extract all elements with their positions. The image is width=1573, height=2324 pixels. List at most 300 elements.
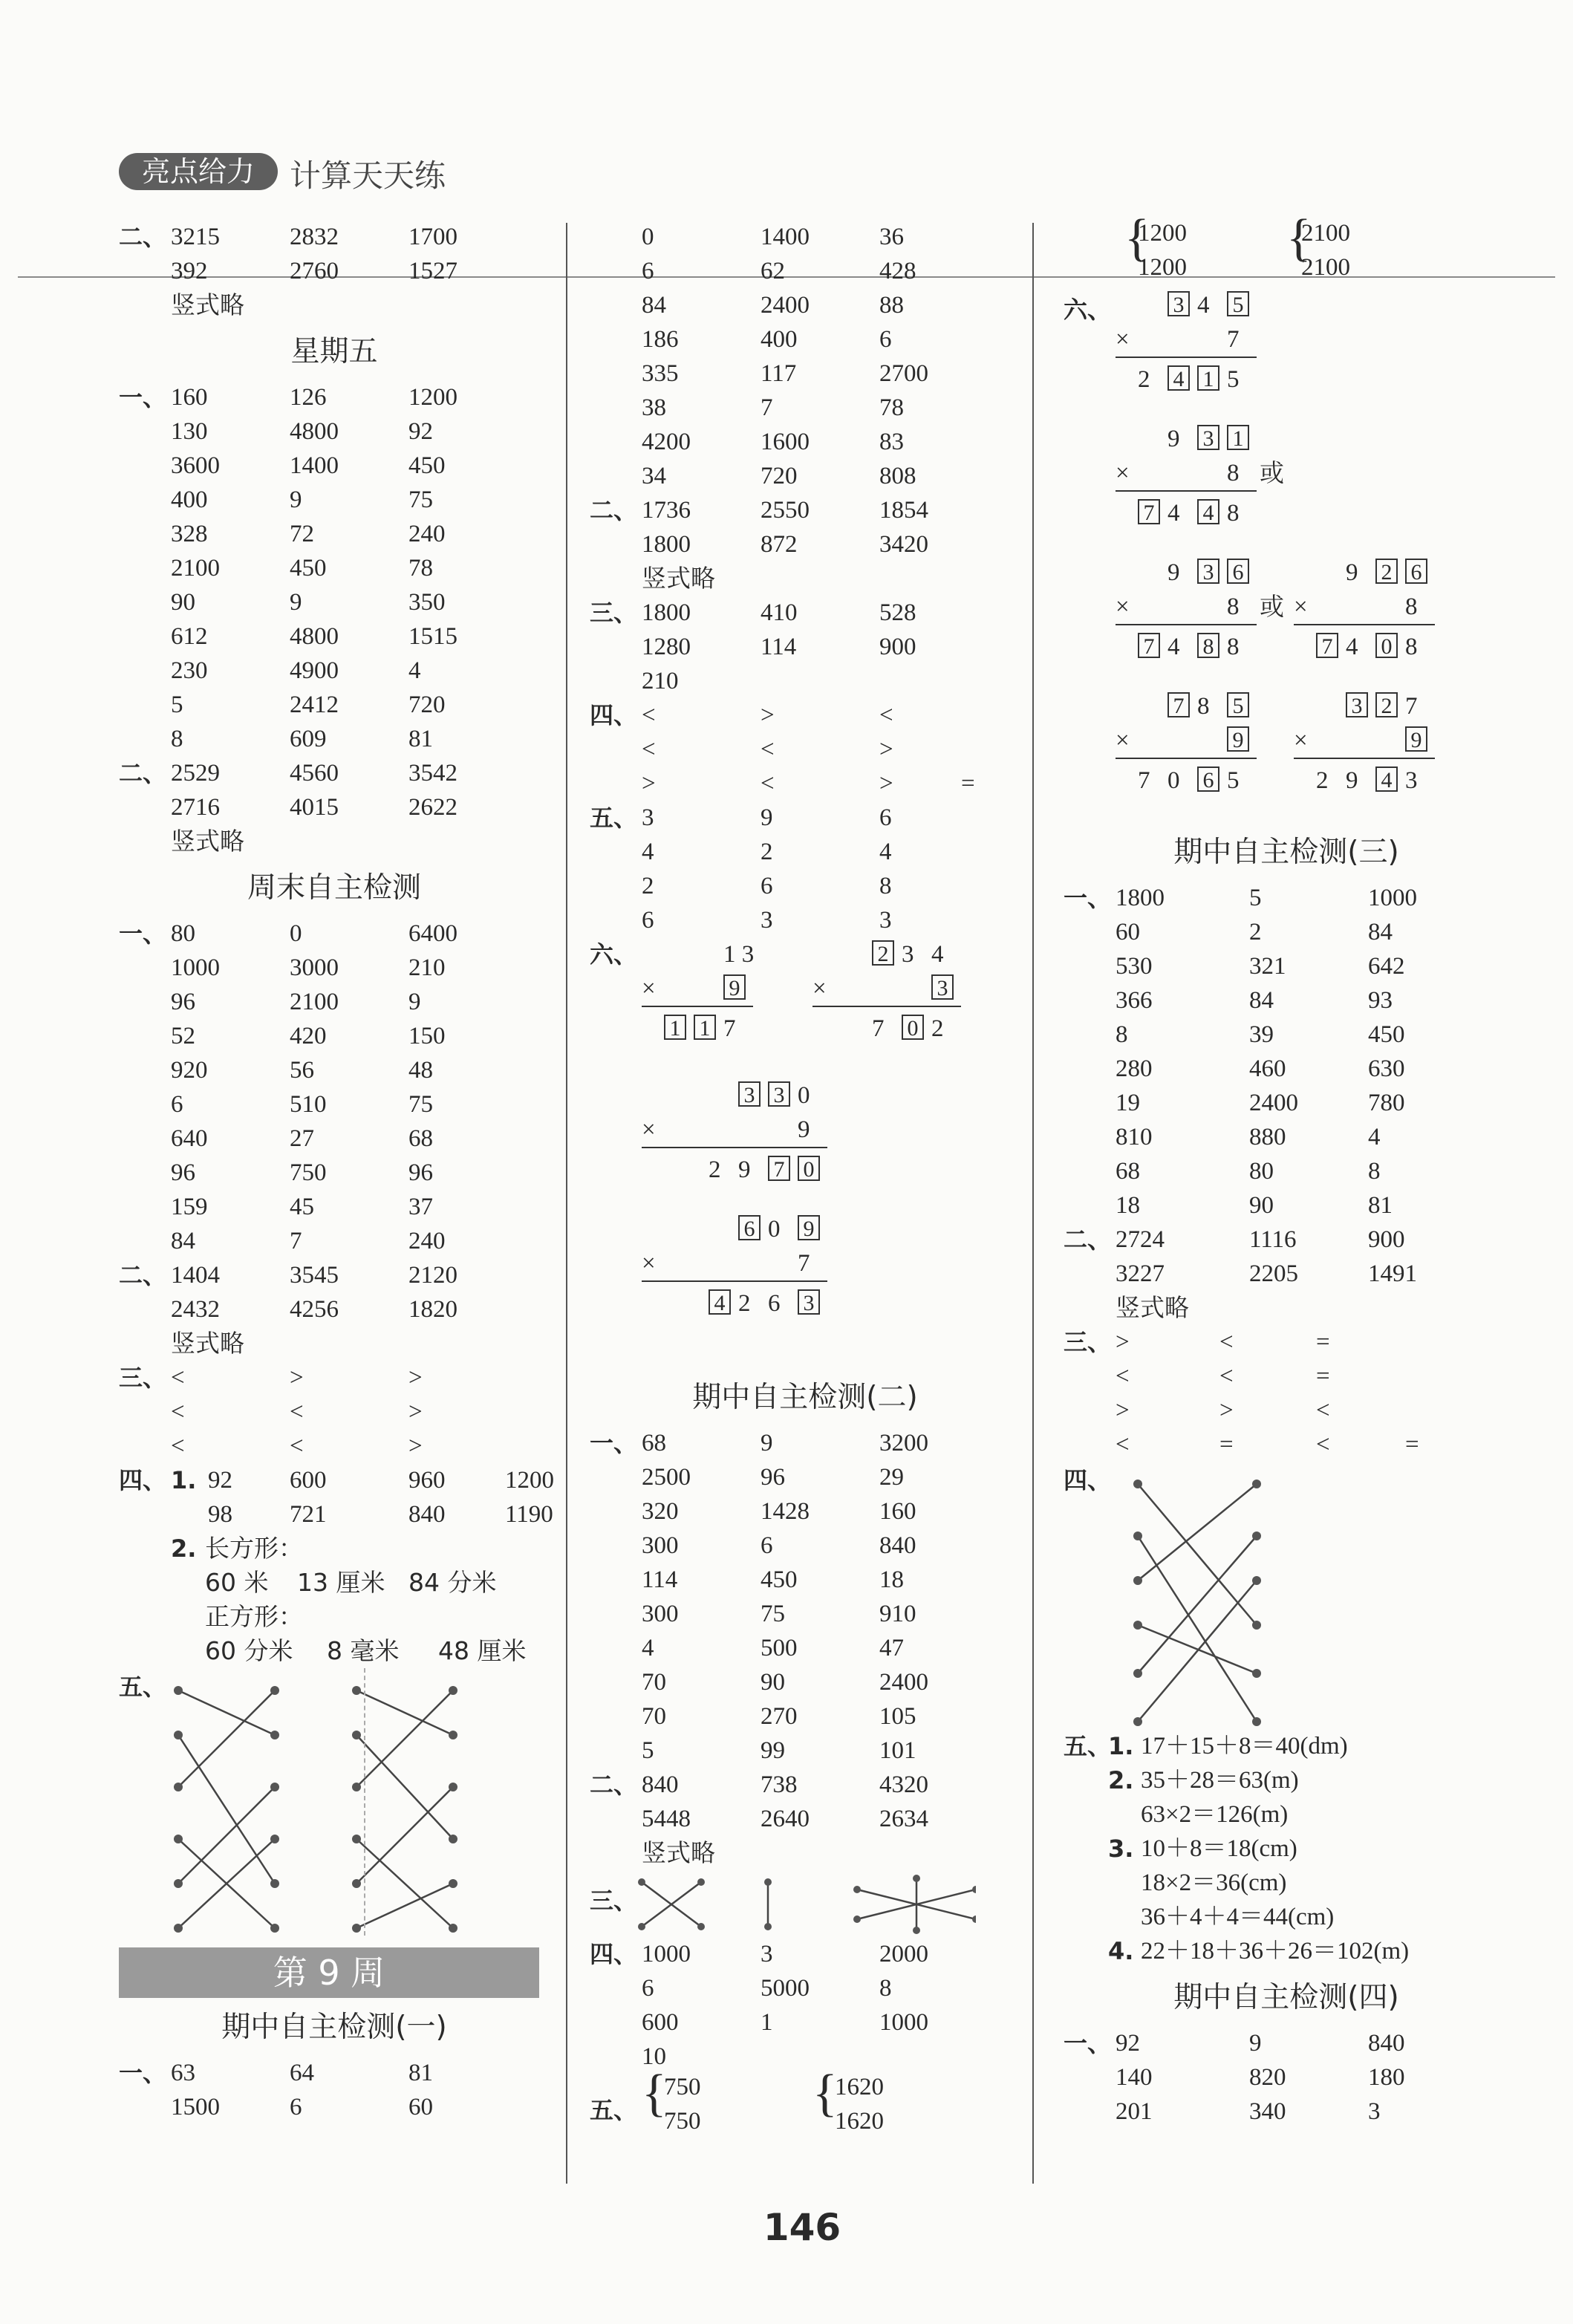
answer-cell: 450 [761,1566,798,1593]
question-label: 二、 [119,1261,167,1289]
digit: 0 [768,1216,781,1243]
answer-cell: 428 [879,258,916,284]
answer-cell: 2100 [1301,220,1350,247]
matching-dot [1252,1576,1261,1585]
answer-cell: 78 [879,394,904,421]
equation: 35＋28＝63(m) [1141,1767,1299,1794]
note-label: 竖式略 [171,290,244,319]
answer-cell: 2700 [879,360,928,387]
answer-cell: 2634 [879,1806,928,1832]
multiplication-row [642,1286,820,1321]
answer-cell: 2550 [761,497,810,524]
equation: 18×2＝36(cm) [1141,1869,1287,1896]
answer-cell: 4200 [642,429,691,455]
matching-dot [174,1731,183,1739]
brace-icon: { [642,2065,667,2122]
answer-cell: 2120 [408,1262,457,1289]
matching-dot [174,1783,183,1791]
answer-cell: 68 [1116,1158,1140,1185]
sub-question-label: 2. [171,1534,197,1563]
multiplication-row [642,937,820,971]
answer-cell: 2760 [290,258,339,284]
multiplication-row [1116,362,1301,397]
answer-row [1064,1223,1524,1257]
answer-cell: 90 [761,1669,785,1696]
matching-dot [1133,1621,1142,1630]
answer-cell: 3215 [171,224,220,250]
answer-cell: 1854 [879,497,928,524]
underline [642,1280,827,1282]
underline [1116,624,1257,625]
answer-row [1064,1832,1524,1866]
equation: 36＋4＋4＝44(cm) [1141,1904,1335,1930]
answer-row [590,254,1028,288]
answer-cell: 4 [408,657,421,684]
answer-box: 0 [1375,633,1398,658]
answer-row [590,459,1028,493]
answer-cell: > [879,770,893,797]
answer-cell: 840 [408,1501,446,1528]
answer-cell: < [1219,1363,1234,1390]
answer-cell: 750 [664,2108,701,2135]
answer-cell: 210 [408,954,446,981]
answer-cell: 34 [642,463,666,489]
digit: 2 [738,1290,751,1317]
question-label: 四、 [590,1940,638,1968]
answer-row [1064,915,1524,949]
digit: 4 [1167,500,1180,527]
answer-cell: = [961,770,975,797]
answer-box: 7 [768,1156,790,1181]
digit: 4 [931,941,944,968]
answer-cell: 6 [761,1532,773,1559]
matching-dot [449,1731,457,1739]
answer-cell: 720 [408,691,446,718]
answer-cell: 8 [1116,1021,1128,1048]
matching-lines-diagram [163,1676,550,1943]
answer-cell: 45 [290,1194,314,1220]
matching-lines-diagram [1108,1469,1271,1729]
answer-row [119,1429,557,1463]
matching-dot [270,1731,279,1739]
digit: 2 [1316,767,1329,794]
answer-cell: 2205 [1249,1260,1298,1287]
answer-cell: 2000 [879,1941,928,1967]
question-label: 五、 [590,804,638,832]
answer-cell: 68 [642,1430,666,1456]
multiplication-row [1294,556,1479,590]
multiplication-row [642,1078,820,1113]
answer-cell: < [642,736,656,763]
answer-row [590,630,1028,664]
answer-box: 4 [1167,365,1190,391]
answer-cell: 4 [879,839,892,865]
answer-cell: 9 [761,1430,773,1456]
matching-dot [270,1835,279,1843]
answer-cell: 450 [290,555,327,582]
matching-dot [913,1875,920,1882]
brace-icon: { [812,2065,838,2122]
answer-row [590,322,1028,357]
answer-cell: 60 分米 [205,1636,293,1665]
answer-box: 2 [1375,692,1398,717]
answer-cell: 84 分米 [408,1568,497,1597]
answer-row [590,1460,1028,1494]
answer-cell: < [171,1364,185,1391]
answer-cell: < [1219,1329,1234,1355]
answer-cell: < [1116,1363,1130,1390]
matching-line [1138,1581,1257,1722]
answer-row [590,391,1028,425]
answer-cell: 1428 [761,1498,810,1525]
answer-cell: 7 [761,394,773,421]
answer-cell: 92 [408,418,433,445]
answer-row [590,357,1028,391]
multiplication-row [1116,422,1301,456]
answer-cell: 180 [1368,2064,1405,2091]
answer-cell: 18 [1116,1192,1140,1219]
answer-cell: < [1316,1397,1330,1424]
answer-cell: 3 [1368,2098,1381,2125]
digit: 8 [1227,593,1240,620]
answer-row [590,1665,1028,1699]
answer-row [1064,1325,1524,1359]
answer-box: 4 [1197,499,1219,524]
answer-cell: 3000 [290,954,339,981]
answer-cell: 872 [761,531,798,558]
matching-dot [764,1923,772,1930]
answer-row [1064,1086,1524,1120]
matching-dot [1133,1717,1142,1726]
multiplication-row [1294,723,1479,758]
question-label: 一、 [1064,884,1112,912]
answer-cell: 840 [1368,2030,1405,2057]
answer-row [119,2090,557,2124]
question-label: 四、 [119,1466,167,1494]
answer-cell: 64 [290,2060,314,2086]
header-badge: 亮点给力 [119,153,278,190]
answer-cell: 150 [408,1023,446,1049]
question-label: 二、 [1064,1226,1112,1254]
answer-cell: 600 [290,1467,327,1494]
answer-box: 6 [1405,559,1427,584]
note-text [119,1327,557,1361]
answer-cell: 920 [171,1057,208,1084]
matching-dot [1252,1532,1261,1540]
answer-cell: = [1405,1431,1419,1458]
shape-label: 长方形： [205,1534,303,1563]
matching-dot [697,1878,705,1886]
answer-column-3 [1064,209,1524,2129]
answer-row [1064,1729,1524,1763]
answer-cell: 910 [879,1601,916,1627]
answer-box: 1 [694,1015,716,1040]
answer-cell: 612 [171,623,208,650]
answer-box: 7 [1167,692,1190,717]
digit: 8 [1405,634,1418,660]
answer-cell: 1000 [879,2009,928,2036]
answer-box: 6 [1197,766,1219,792]
answer-box: 1 [1197,365,1219,391]
answer-row [1064,1257,1524,1291]
answer-cell: 92 [208,1467,232,1494]
answer-cell: 900 [879,634,916,660]
answer-row [590,1734,1028,1768]
matching-line [1138,1536,1257,1722]
answer-row [119,756,557,790]
answer-cell: 52 [171,1023,195,1049]
answer-cell: 210 [642,668,679,694]
answer-row [590,1597,1028,1631]
answer-box: 3 [1197,425,1219,450]
answer-row [590,1529,1028,1563]
answer-box: 7 [1138,499,1160,524]
digit: 4 [1346,634,1358,660]
digit: 7 [798,1250,810,1277]
matching-dot [449,1924,457,1933]
answer-row [119,1566,557,1600]
answer-row [119,917,557,951]
answer-cell: 528 [879,599,916,626]
digit: 2 [709,1156,721,1183]
answer-row [590,1631,1028,1665]
answer-box: 7 [1138,633,1160,658]
digit: 9 [1346,559,1358,586]
matching-line [178,1690,275,1787]
answer-cell: 6 [642,1975,654,2002]
answer-box: 2 [1375,559,1398,584]
answer-cell: 3 [761,907,773,934]
answer-cell: 630 [1368,1055,1405,1082]
matching-line [356,1690,453,1787]
answer-cell: 8 [879,1975,892,2002]
matching-dot [1252,1669,1261,1678]
answer-row [1064,1866,1524,1900]
answer-cell: 6 [761,873,773,899]
answer-box: 3 [1167,291,1190,316]
answer-cell: 6 [171,1091,183,1118]
answer-cell: 450 [1368,1021,1405,1048]
answer-cell: 39 [1249,1021,1274,1048]
answer-cell: 38 [642,394,666,421]
digit: 3 [902,941,914,968]
brace-icon: { [1124,209,1150,267]
answer-cell: 1000 [171,954,220,981]
digit: 8 [1227,500,1240,527]
question-label: 三、 [1064,1328,1112,1356]
answer-cell: 78 [408,555,433,582]
answer-cell: 510 [290,1091,327,1118]
answer-cell: 13 厘米 [297,1568,385,1597]
answer-cell: 2724 [1116,1226,1165,1253]
answer-row [119,1497,557,1532]
multiplication-row [1116,556,1301,590]
matching-line [356,1884,453,1928]
matching-line [356,1690,453,1735]
answer-cell: 48 [408,1057,433,1084]
matching-lines-diagram [634,1875,976,1934]
answer-cell: 2100 [1301,254,1350,281]
digit: 9 [1346,767,1358,794]
answer-cell: 80 [171,920,195,947]
answer-cell: 642 [1368,953,1405,980]
question-label: 六、 [1064,296,1112,324]
answer-cell: 160 [171,384,208,411]
answer-cell: 2400 [761,292,810,319]
answer-row [119,220,557,254]
answer-cell: 84 [1368,919,1393,945]
answer-cell: = [1316,1329,1330,1355]
question-label: 六、 [590,940,638,969]
answer-row [119,619,557,654]
answer-cell: 1200 [1138,254,1187,281]
answer-cell: < [290,1399,304,1425]
answer-row [119,1122,557,1156]
answer-cell: 1116 [1249,1226,1297,1253]
note-label: 竖式略 [642,1838,715,1867]
answer-cell: > [761,702,775,729]
answer-cell: 75 [761,1601,785,1627]
digit: 9 [798,1116,810,1143]
answer-row [590,766,1028,801]
multiplication-row [1294,630,1479,664]
answer-row [590,1426,1028,1460]
matching-dot [270,1686,279,1695]
answer-cell: 5 [642,1737,654,1764]
answer-cell: 70 [642,1669,666,1696]
answer-cell: 900 [1368,1226,1405,1253]
answer-cell: 48 厘米 [438,1636,527,1665]
multiplication-row [1294,689,1479,723]
answer-cell: 808 [879,463,916,489]
digit: 9 [1167,426,1180,452]
answer-cell: 6 [290,2094,302,2120]
answer-cell: 70 [642,1703,666,1730]
week-banner: 第 9 周 [119,1947,539,1998]
digit: 6 [768,1290,781,1317]
answer-cell: 81 [1368,1192,1393,1219]
answer-box: 9 [723,974,746,1000]
question-label: 二、 [119,223,167,251]
answer-row [119,722,557,756]
answer-cell: 83 [879,429,904,455]
answer-cell: 90 [1249,1192,1274,1219]
answer-cell: 4 [642,1635,654,1661]
answer-cell: 1527 [408,258,457,284]
section-title: 期中自主检测(二) [692,1381,918,1414]
answer-row [590,664,1028,698]
answer-cell: 6 [642,258,654,284]
matching-line [356,1735,453,1839]
header-title: 计算天天练 [290,157,446,194]
underline [1294,624,1435,625]
matching-dot [174,1835,183,1843]
matching-dot [270,1879,279,1888]
answer-cell: 96 [171,989,195,1015]
section-title: 周末自主检测 [247,871,421,905]
answer-cell: 366 [1116,987,1153,1014]
answer-cell: 4015 [290,794,339,821]
or-label: 或 [1260,592,1284,621]
answer-row [119,380,557,414]
times-sign: × [642,975,656,1002]
answer-row [590,1802,1028,1836]
section-title: 星期五 [290,335,378,368]
note-text [119,824,557,859]
answer-cell: > [408,1433,423,1459]
answer-cell: > [1116,1397,1130,1424]
question-label: 四、 [1064,1466,1112,1494]
answer-box: 9 [1227,726,1249,752]
matching-line [1138,1625,1257,1673]
answer-cell: 340 [1249,2098,1286,2125]
sub-question-label: 1. [1108,1732,1134,1760]
answer-cell: 1200 [408,384,457,411]
answer-cell: 117 [761,360,797,387]
answer-row [119,1600,557,1634]
answer-cell: 5000 [761,1975,810,2002]
question-label: 一、 [119,2059,167,2087]
answer-box: 0 [798,1156,820,1181]
multiplication-row [1116,496,1301,530]
answer-box: 3 [798,1289,820,1315]
page-number: 146 [763,2206,841,2249]
matching-block [119,1668,557,1943]
answer-box: 5 [1227,291,1249,316]
answer-cell: < [1116,1431,1130,1458]
column-divider-2 [1032,223,1034,2184]
answer-cell: 8 [171,726,183,752]
digit: 7 [1405,693,1418,720]
answer-row [590,2005,1028,2040]
matching-dot [449,1879,457,1888]
answer-cell: 400 [761,326,798,353]
answer-cell: 5 [1249,885,1262,911]
answer-cell: 6 [642,907,654,934]
answer-cell: 420 [290,1023,327,1049]
answer-cell: < [171,1433,185,1459]
answer-row [119,483,557,517]
answer-cell: 2500 [642,1464,691,1491]
answer-box: 1 [664,1015,686,1040]
digit: 8 [1197,693,1210,720]
matching-dot [697,1923,705,1930]
answer-cell: > [1219,1397,1234,1424]
answer-cell: 81 [408,2060,433,2086]
brace-block [1064,209,1524,288]
answer-cell: 3 [642,804,654,831]
answer-cell: 2100 [290,989,339,1015]
equation: 10＋8＝18(cm) [1141,1835,1297,1862]
answer-row [119,414,557,449]
matching-dot [1252,1621,1261,1630]
answer-cell: 3600 [171,452,220,479]
answer-cell: 500 [761,1635,798,1661]
question-label: 一、 [119,919,167,948]
answer-cell: 2622 [408,794,457,821]
multiplication-row [642,1246,820,1280]
answer-cell: 460 [1249,1055,1286,1082]
multiplication-row [812,937,991,971]
digit: 4 [1197,292,1210,319]
note-label: 竖式略 [171,827,244,856]
answer-cell: 1820 [408,1296,457,1323]
matching-dot [352,1924,361,1933]
question-label: 二、 [590,1771,638,1799]
underline [1116,490,1257,492]
answer-cell: 8 [879,873,892,899]
answer-cell: 2432 [171,1296,220,1323]
